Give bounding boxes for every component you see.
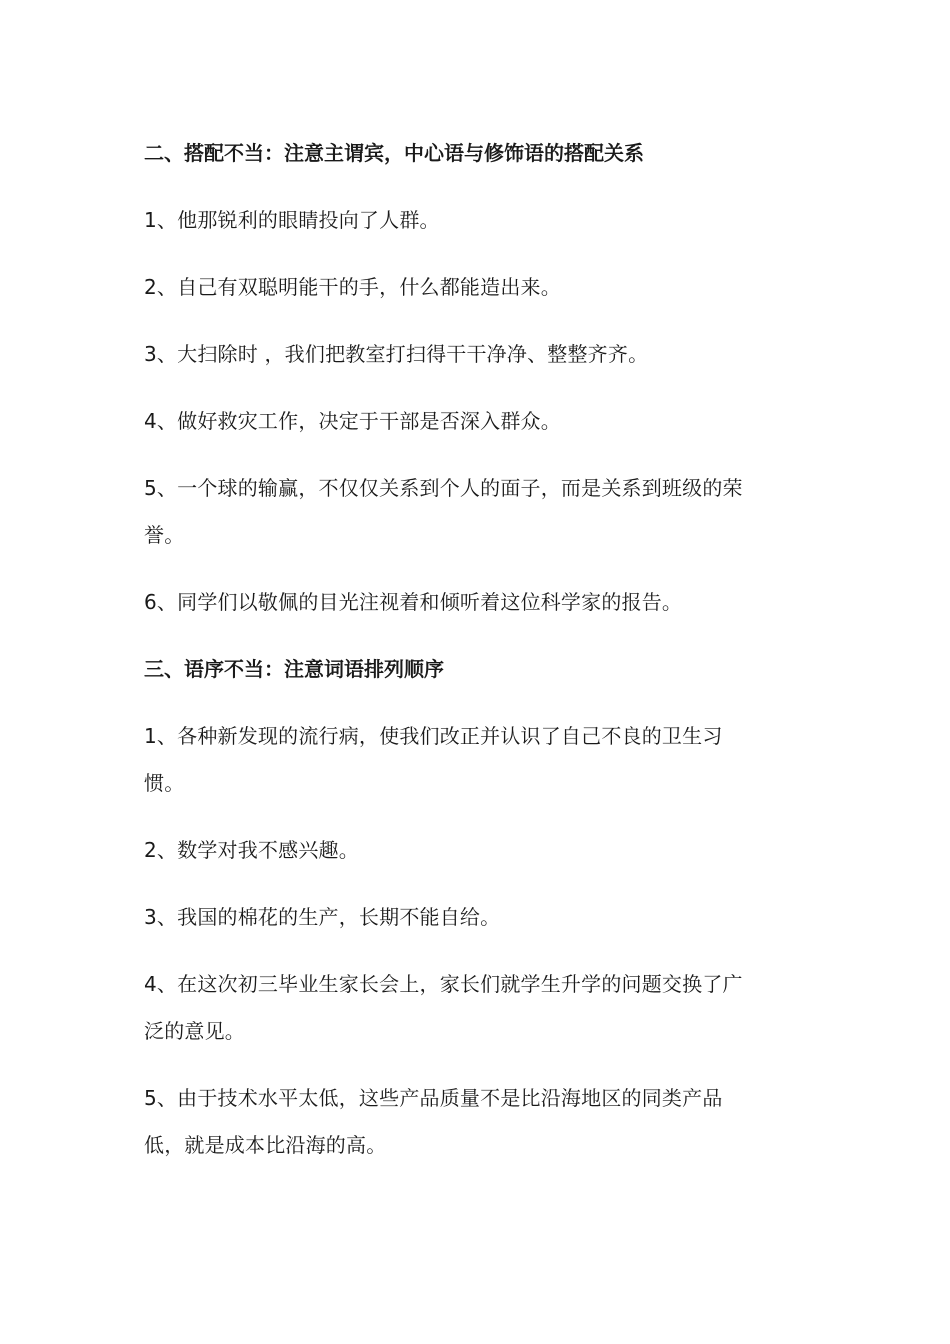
list-item	[144, 270, 808, 304]
item-text: 3、我国的棉花的生产，长期不能自给。	[144, 905, 501, 929]
item-text: 4、在这次初三毕业生家长会上，家长们就学生升学的问题交换了广	[144, 972, 743, 996]
document-body	[144, 136, 808, 1195]
item-text-continued: 惯。	[144, 771, 185, 795]
section-heading: 三、语序不当：注意词语排列顺序	[144, 657, 444, 681]
item-text: 1、他那锐利的眼睛投向了人群。	[144, 208, 440, 232]
item-text: 3、大扫除时 ，我们把教室打扫得干干净净、整整齐齐。	[144, 342, 649, 366]
list-item	[144, 203, 808, 237]
list-item	[144, 833, 808, 867]
list-item	[144, 404, 808, 438]
section-heading: 二、搭配不当：注意主谓宾，中心语与修饰语的搭配关系	[144, 141, 644, 165]
list-item	[144, 471, 808, 552]
list-item	[144, 337, 808, 371]
item-text: 2、自己有双聪明能干的手，什么都能造出来。	[144, 275, 561, 299]
list-item	[144, 719, 808, 800]
list-item	[144, 585, 808, 619]
list-item	[144, 967, 808, 1048]
list-item	[144, 900, 808, 934]
item-text-continued: 誉。	[144, 523, 185, 547]
item-text: 5、由于技术水平太低，这些产品质量不是比沿海地区的同类产品	[144, 1086, 723, 1110]
list-item	[144, 1081, 808, 1162]
item-text-continued: 泛的意见。	[144, 1019, 245, 1043]
item-text: 6、同学们以敬佩的目光注视着和倾听着这位科学家的报告。	[144, 590, 683, 614]
item-text: 5、一个球的输赢，不仅仅关系到个人的面子，而是关系到班级的荣	[144, 476, 743, 500]
item-text: 2、数学对我不感兴趣。	[144, 838, 359, 862]
item-text-continued: 低，就是成本比沿海的高。	[144, 1133, 387, 1157]
item-text: 4、做好救灾工作，决定于干部是否深入群众。	[144, 409, 561, 433]
item-text: 1、各种新发现的流行病，使我们改正并认识了自己不良的卫生习	[144, 724, 723, 748]
